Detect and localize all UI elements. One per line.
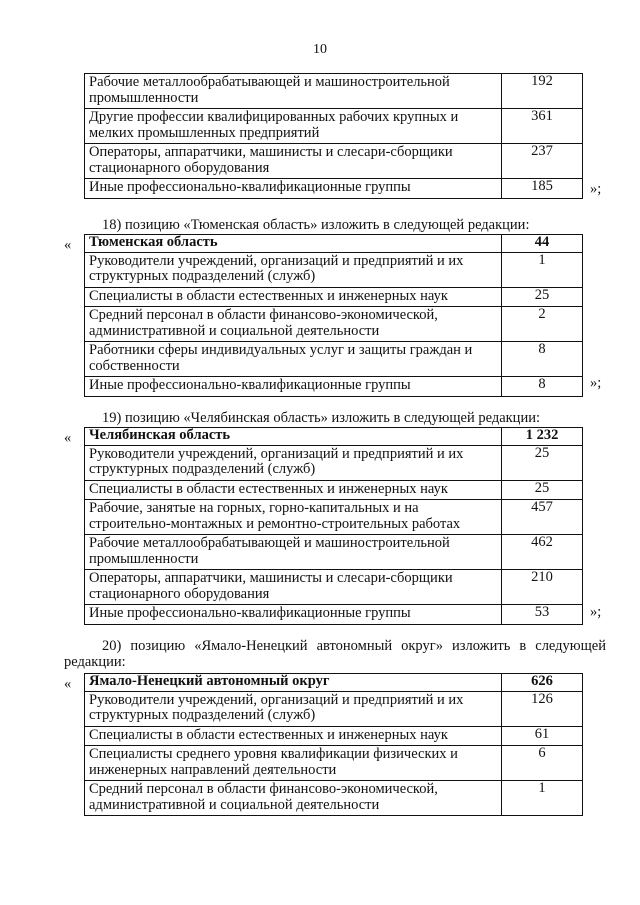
page-number: 10 (313, 42, 327, 57)
table-header-row (85, 235, 583, 253)
table-row (85, 287, 583, 307)
closing-quote: »; (590, 375, 602, 391)
row-value: 210 (502, 570, 583, 605)
row-value: 185 (502, 179, 583, 199)
row-label: Руководители учреждений, организаций и предприятий и их структурных подразделений (служб) (85, 445, 502, 480)
row-value: 2 (502, 307, 583, 342)
row-value: 53 (502, 605, 583, 625)
row-value: 61 (502, 726, 583, 746)
row-label: Операторы, аппаратчики, машинисты и слесари-сборщики стационарного оборудования (85, 144, 502, 179)
row-value: 8 (502, 342, 583, 377)
region-total: 1 232 (502, 428, 583, 446)
row-label: Средний персонал в области финансово-экономической, административной и социальной деятельности (85, 307, 502, 342)
table-row (85, 781, 583, 816)
chelyabinsk-table (84, 427, 583, 625)
row-label: Руководители учреждений, организаций и предприятий и их структурных подразделений (служб) (85, 691, 502, 726)
table-row (85, 746, 583, 781)
region-name: Тюменская область (85, 235, 502, 253)
row-label: Рабочие металлообрабатывающей и машиностроительной промышленности (85, 535, 502, 570)
yamal-table (84, 673, 583, 816)
row-value: 6 (502, 746, 583, 781)
region-name: Челябинская область (85, 428, 502, 446)
closing-quote: »; (590, 604, 602, 620)
row-value: 462 (502, 535, 583, 570)
row-value: 8 (502, 377, 583, 397)
table-row (85, 535, 583, 570)
row-label: Операторы, аппаратчики, машинисты и слесари-сборщики стационарного оборудования (85, 570, 502, 605)
region-total: 626 (502, 674, 583, 692)
section-19-intro: 19) позицию «Челябинская область» изложить в следующей редакции: (102, 410, 540, 426)
row-value: 25 (502, 445, 583, 480)
row-label: Специалисты в области естественных и инженерных наук (85, 480, 502, 500)
table-row (85, 144, 583, 179)
region-total: 44 (502, 235, 583, 253)
table-row (85, 480, 583, 500)
row-label: Иные профессионально-квалификационные группы (85, 605, 502, 625)
table-row (85, 691, 583, 726)
row-label: Специалисты среднего уровня квалификации физических и инженерных направлений деятельности (85, 746, 502, 781)
section-18-intro: 18) позицию «Тюменская область» изложить в следующей редакции: (102, 217, 530, 233)
table-row (85, 179, 583, 199)
table-row (85, 445, 583, 480)
row-value: 1 (502, 781, 583, 816)
row-label: Специалисты в области естественных и инженерных наук (85, 726, 502, 746)
table-row (85, 109, 583, 144)
row-label: Работники сферы индивидуальных услуг и защиты граждан и собственности (85, 342, 502, 377)
table-row (85, 342, 583, 377)
row-value: 192 (502, 74, 583, 109)
row-label: Другие профессии квалифицированных рабочих крупных и мелких промышленных предприятий (85, 109, 502, 144)
opening-quote: « (64, 430, 72, 446)
section-20-intro-line2: редакции: (64, 654, 126, 670)
table-row (85, 307, 583, 342)
section-20-intro-line1: 20) позицию «Ямало-Ненецкий автономный округ» изложить в следующей (102, 638, 606, 654)
row-label: Специалисты в области естественных и инженерных наук (85, 287, 502, 307)
row-label: Средний персонал в области финансово-экономической, административной и социальной деятельности (85, 781, 502, 816)
table-row (85, 500, 583, 535)
row-label: Руководители учреждений, организаций и предприятий и их структурных подразделений (служб) (85, 252, 502, 287)
opening-quote: « (64, 237, 72, 253)
row-label: Рабочие металлообрабатывающей и машиностроительной промышленности (85, 74, 502, 109)
row-label: Рабочие, занятые на горных, горно-капитальных и на строительно-монтажных и ремонтно-строительных работах (85, 500, 502, 535)
table-row (85, 605, 583, 625)
row-value: 361 (502, 109, 583, 144)
table-header-row (85, 674, 583, 692)
row-value: 1 (502, 252, 583, 287)
continued-table (84, 73, 583, 199)
table-row (85, 726, 583, 746)
table-row (85, 252, 583, 287)
tyumen-table (84, 234, 583, 397)
row-value: 25 (502, 287, 583, 307)
region-name: Ямало-Ненецкий автономный округ (85, 674, 502, 692)
table-row (85, 74, 583, 109)
table-row (85, 570, 583, 605)
closing-quote: »; (590, 181, 602, 197)
row-value: 25 (502, 480, 583, 500)
table-row (85, 377, 583, 397)
table-header-row (85, 428, 583, 446)
row-label: Иные профессионально-квалификационные группы (85, 377, 502, 397)
row-value: 457 (502, 500, 583, 535)
row-value: 237 (502, 144, 583, 179)
row-value: 126 (502, 691, 583, 726)
row-label: Иные профессионально-квалификационные группы (85, 179, 502, 199)
opening-quote: « (64, 676, 72, 692)
